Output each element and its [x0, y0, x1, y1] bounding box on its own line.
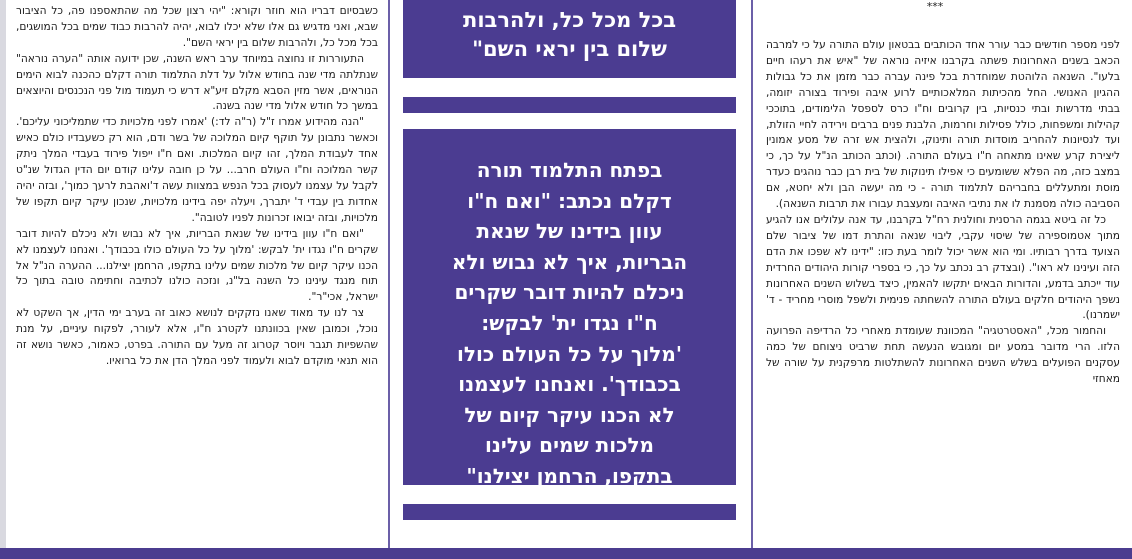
section-separator-asterisks: ***	[926, 0, 944, 13]
left-text-column	[16, 4, 378, 370]
pull-quote-line: מלכות שמים עלינו	[484, 433, 655, 458]
paragraph: התעוררות זו נחוצה במיוחד ערב ראש השנה, שכן ידועה אותה "הערה נוראה" שנתלתה מדי שנה בחודש אלול על דלת התלמוד תורה דקלם כהכנה לבוא הימים הנוראים, אשר מזין הסבא מקלם זיע"א דרש כי תעמוד מול פני הנכנסים והיוצאים במשך כל חודש אלול מדי שנה בשנה.	[16, 52, 378, 113]
pull-quote-line: דקלם נכתב: "ואם ח"ו	[467, 188, 672, 213]
pull-quote-line: עוון בידינו של שנאת	[476, 219, 663, 244]
pull-quote-line: בכבודך'. ואנחנו לעצמנו	[458, 372, 681, 397]
decorative-band	[403, 97, 736, 113]
pull-quote-line: לא הכנו עיקר קיום של	[464, 402, 675, 427]
paragraph: כשבסיום דבריו הוא חוזר וקורא: "יהי רצון שכל מה שהתאספנו פה, כל הציבור שבא, ואני מדגיש גם אלו שלא יכלו לבוא, יהיה להרבות כבוד שמים בכל המושגים, בכל מכל כל, ולהרבות שלום בין יראי השם".	[16, 5, 378, 49]
pull-quote-line: בתקפו, הרחמן יצילנו"	[466, 463, 673, 488]
paragraph: כל זה ביטא בגמה הרסנית וחולנית רח"ל בקרבנו, עד אנה עלולים אנו להגיע מתוך אטמוספירה של שיסוי עקבי, ליבוי שנאה והתרת דמו של ציבור שלם הצועד בדרך רבותיו. ומי הוא אשר יכול לומר בעת כזו: "ידינו לא שפכו את הדם הזה ועינינו לא ראו". (ובצדק רב נכתב על כך, כי בספרי קורות היהודים החרדית עוד ייכתב בדמע, והדורות הבאים יתקשו להאמין, כיצד בשלוש השנים האחרונות נשפך היהודים חלקים בעולם התורה להשחתה פנימית ולשפל מוסרי מחריד - ד' ישמרנו).	[766, 213, 1120, 322]
pull-quote-line: שלום בין יראי השם"	[472, 37, 667, 61]
pull-quote-line: בכל מכל כל, ולהרבות	[462, 8, 677, 32]
pull-quote-line: בפתח התלמוד תורה	[476, 158, 663, 182]
pull-quote-top-box	[403, 0, 736, 78]
pull-quote-line: ח"ו נגדו ית' לבקש:	[481, 310, 658, 335]
left-border	[0, 0, 6, 559]
bottom-border	[0, 548, 1132, 559]
pull-quote-main-box	[403, 129, 736, 488]
column-divider-right	[751, 0, 753, 548]
column-divider-left	[388, 0, 390, 548]
pull-quote-line: ניכלם להיות דובר שקרים	[454, 280, 685, 305]
right-edge	[1128, 0, 1132, 548]
pull-quote-line: 'מלוך על כל העולם כולו	[457, 341, 682, 366]
paragraph: צר לנו עד מאוד שאנו נזקקים לנושא כאוב זה בערב ימי הדין, אך השקט לא נוכל, וכמובן שאין בכוונתנו לקטרג ח"ו, אלא לעורר, לפקוח עיניים, על מנת שהשפיות תגבר ויוסר קטרוג זה מעל עם התורה. בפרט, כאמור, כאשר נושא זה הוא תנאי מוקדם לבוא ולעמוד לפני המלך הדן את כל ברואיו.	[16, 307, 378, 367]
paragraph: לפני מספר חודשים כבר עורר אחד הכותבים בבטאון עולם התורה על כי למרבה הכאב בשנים האחרונות פשתה בקרבנו איזיה נוראה של "איש את רעהו חיים בלעו". השנאה הלוהטת שמוחדרת בכל פינה עברה כבר מזמן את כל גבולות ההגיון האנושי. החל מהכיתות המלאכותיים לרוע איבה ופירוד בצורה יזומה, בבתי מדרשות ובתי כנסיות, בין קרובים וח"ו כרס לספסל הלימודים, בתוככי קהילות ומשפחות, כולל פסילות וחרמות, הלבנת פנים ברבים וירידה לחיי הזולת, ועד לנסיונות להחריב מוסדות תורה ותינוק, ולהצית אש זרה של מסע אמונין ליצירת קרע שאינו מתאחה ח"ו בעולם התורה. (וכתב הכותב הנ"ל על כך, כי במצב כזה, מה הפלא ששומעים כי אפילו תינוקות של בית רבן כבר נוהגים כעדר מוסת ומתעללים בחבריהם לתלמוד תורה - כי מה יעשה הבן ולא יחטא, אם הסביבה כולה מסמנת לו את נתיבי האיבה ומעצבת עבורו את תרבות השנאה).	[766, 39, 1120, 211]
paragraph: "הנה מהידוע אמרו ז"ל (ר"ה לד:) 'אמרו לפני מלכויות כדי שתמליכוני עליכם'. וכאשר נתבונן על תוקף קיום המלוכה של בשר ודם, הוא רק כשעבדיו כולם כאיש אחד לעבודת המלך, זהו קיום המלכות. ואם ח"ו ייפול פירוד בעבדי המלך ניתק קשר המלוכה וח"ו העולם חרב... על כן חובה עלינו קודם יום הדין הגדול שנ"ט לקבל על עצמנו לעסוק בכל הנפש במצוות עשה ד'ואהבת לרעך כמוך', ובזה יהיה אחדות בין עבדי ד' יתברך, ויעלה יפה בידינו מלכויות, שנכון עיקר קיום תקפו של מלכויות, ובזה יבואו זכרונות לפניו לטובה".	[16, 116, 378, 224]
paragraph: "ואם ח"ו עוון בידינו של שנאת הבריות, איך לא נבוש ולא ניכלם להיות דובר שקרים ח"ו נגדו ית' לבקש: 'מלוך על כל העולם כולו בכבודך'. ואנחנו לעצמנו לא הכנו עיקר קיום של מלכות שמים עלינו בתקפו, הרחמן יצילנו... ההערה הנ"ל אל תוח מנגד עינינו כל השנה בל"נ, ונזכה כולנו לכתיבה וחתימה טובה בתוך כל ישראל, אכי"ר".	[16, 227, 378, 304]
right-text-column	[766, 38, 1120, 388]
pull-quote-line: הבריות, איך לא נבוש ולא	[451, 249, 688, 274]
decorative-band	[403, 504, 736, 520]
paragraph: והחמור מכל, "האסטרטגיה" המכוונת שעומדת מאחרי כל הרדיפה הפרועה הלזו. הרי מדובר במסע יום ומגובש הנעשה תחת שרביט ניצוחם של כמה עסקנים הפועלים בשלש השנים האחרונות להשתלטות מרפקנית על שורה של מאחזי	[766, 325, 1120, 386]
